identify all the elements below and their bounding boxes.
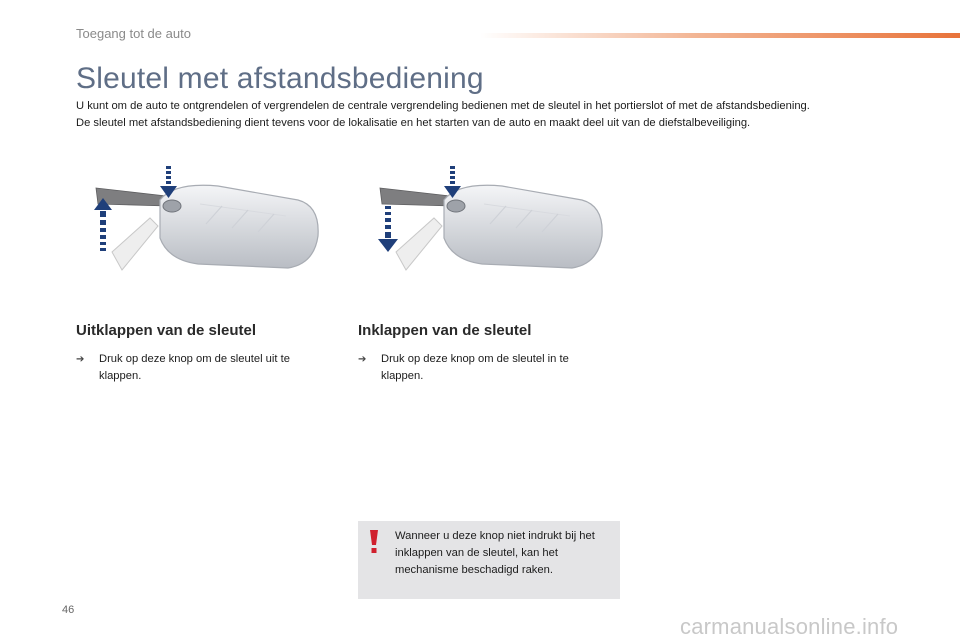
warning-box [358, 521, 620, 599]
section-label: Toegang tot de auto [76, 26, 191, 41]
intro-text [76, 98, 936, 132]
page-number: 46 [62, 604, 75, 616]
bullet-arrow-icon: ➔ [76, 354, 85, 365]
intro-line-1: U kunt om de auto te ontgrendelen of vergrendelen de centrale vergrendeling bedienen met de sleutel in het portierslot of met de afstandsbediening. [76, 100, 810, 112]
page-title: Sleutel met afstandsbediening [76, 62, 484, 95]
instruction-unfold-text: Druk op deze knop om de sleutel uit te klappen. [99, 353, 290, 382]
header-accent-bar [480, 33, 960, 38]
remote-key-unfold-icon [88, 160, 328, 290]
intro-line-2: De sleutel met afstandsbediening dient tevens voor de lokalisatie en het starten van de auto en maakt deel uit van de diefstalbeveiliging. [76, 117, 751, 129]
warning-text: Wanneer u deze knop niet indrukt bij het inklappen van de sleutel, kan het mechanisme beschadigd raken. [395, 530, 595, 576]
remote-key-fold-icon [372, 160, 612, 290]
instruction-unfold [76, 351, 326, 385]
exclamation-icon [368, 530, 380, 554]
instruction-fold-text: Druk op deze knop om de sleutel in te klappen. [381, 353, 569, 382]
heading-fold-key: Inklappen van de sleutel [358, 322, 532, 339]
bullet-arrow-icon: ➔ [358, 354, 367, 365]
heading-unfold-key: Uitklappen van de sleutel [76, 322, 257, 339]
instruction-fold [358, 351, 608, 385]
watermark: carmanualsonline.info [680, 614, 899, 639]
